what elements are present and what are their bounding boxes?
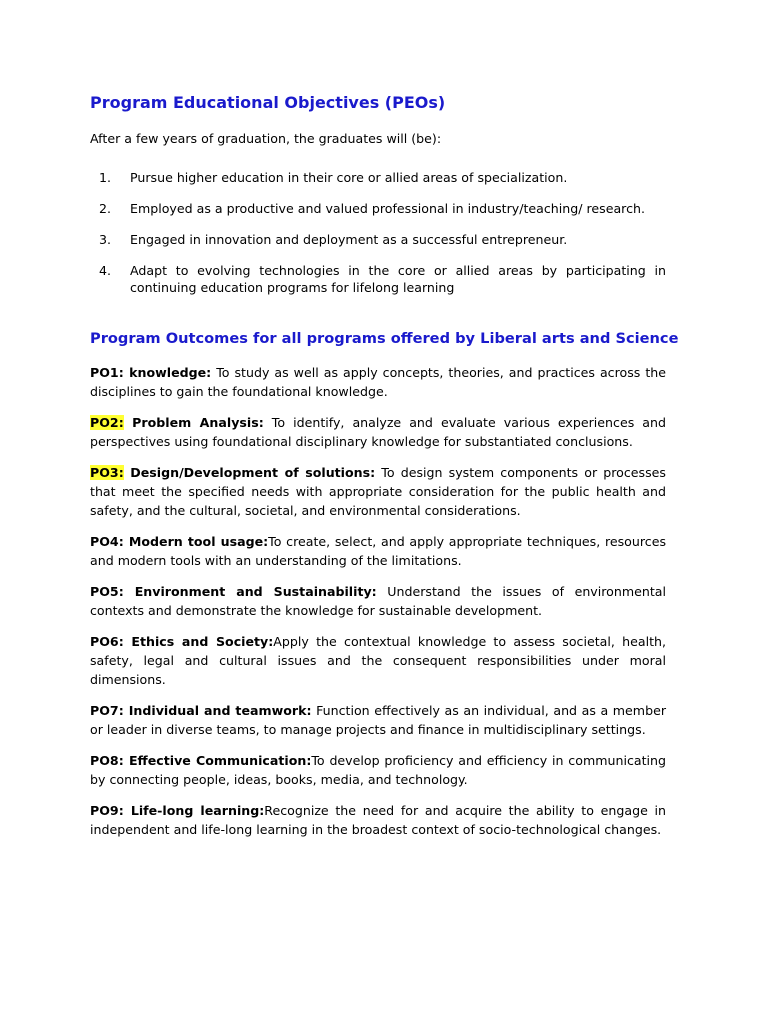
po-code-highlighted: PO3: (90, 465, 124, 480)
po-item-3 (90, 463, 666, 520)
peo-heading: Program Educational Objectives (PEOs) (90, 93, 446, 112)
po-code: PO4: (90, 534, 124, 549)
po-item-7 (90, 701, 666, 739)
po-heading: Program Outcomes for all programs offered by Liberal arts and Science (90, 330, 679, 347)
po-code: PO8: (90, 753, 124, 768)
po-label: Life-long learning: (123, 803, 265, 818)
peo-number: 3. (99, 232, 112, 247)
po-text: To identify, analyze and evaluate various experiences and perspectives using foundational disciplinary knowledge for substantiated conclusions. (90, 415, 666, 449)
peo-number: 4. (99, 263, 112, 278)
peo-list (90, 169, 666, 310)
peo-text: Adapt to evolving technologies in the core or allied areas by participating in continuing education programs for lifelong learning (130, 263, 666, 295)
peo-intro: After a few years of graduation, the graduates will (be): (90, 131, 442, 146)
peo-text: Employed as a productive and valued professional in industry/teaching/ research. (130, 201, 645, 216)
po-text: Function effectively as an individual, and as a member or leader in diverse teams, to manage projects and finance in multidisciplinary settings. (90, 703, 666, 737)
peo-item-1 (90, 169, 666, 186)
po-label: Modern tool usage: (123, 534, 269, 549)
po-text: Apply the contextual knowledge to assess societal, health, safety, legal and cultural issues and the consequent responsibilities under moral dimensions. (90, 634, 666, 687)
po-code-highlighted: PO2: (90, 415, 124, 430)
peo-number: 2. (99, 201, 112, 216)
po-code: PO1: (90, 365, 124, 380)
po-list (90, 363, 666, 851)
peo-item-3 (90, 231, 666, 248)
po-text: To design system components or processes that meet the specified needs with appropriate consideration for the public health and safety, and the cultural, societal, and environmental considerations. (90, 465, 666, 518)
po-label: Ethics and Society: (123, 634, 274, 649)
po-item-4 (90, 532, 666, 570)
po-code: PO5: (90, 584, 124, 599)
po-label: knowledge: (123, 365, 212, 380)
peo-item-4 (90, 262, 666, 296)
po-label: Effective Communication: (123, 753, 312, 768)
po-item-1 (90, 363, 666, 401)
po-item-5 (90, 582, 666, 620)
po-text: Understand the issues of environmental contexts and demonstrate the knowledge for sustainable development. (90, 584, 666, 618)
po-label: Problem Analysis: (123, 415, 264, 430)
po-code: PO6: (90, 634, 124, 649)
po-item-6 (90, 632, 666, 689)
po-text: To create, select, and apply appropriate techniques, resources and modern tools with an understanding of the limitations. (90, 534, 667, 568)
po-text: To develop proficiency and efficiency in communicating by connecting people, ideas, books, media, and technology. (90, 753, 666, 787)
po-item-8 (90, 751, 666, 789)
po-code: PO7: (90, 703, 124, 718)
po-text: To study as well as apply concepts, theories, and practices across the disciplines to gain the foundational knowledge. (90, 365, 667, 399)
po-item-9 (90, 801, 666, 839)
po-label: Individual and teamwork: (123, 703, 312, 718)
po-item-2 (90, 413, 666, 451)
po-label: Design/Development of solutions: (123, 465, 376, 480)
peo-text: Engaged in innovation and deployment as a successful entrepreneur. (130, 232, 568, 247)
po-code: PO9: (90, 803, 124, 818)
po-text: Recognize the need for and acquire the ability to engage in independent and life-long learning in the broadest context of socio-technological changes. (90, 803, 666, 837)
peo-number: 1. (99, 170, 112, 185)
peo-item-2 (90, 200, 666, 217)
po-label: Environment and Sustainability: (123, 584, 377, 599)
peo-text: Pursue higher education in their core or allied areas of specialization. (130, 170, 568, 185)
